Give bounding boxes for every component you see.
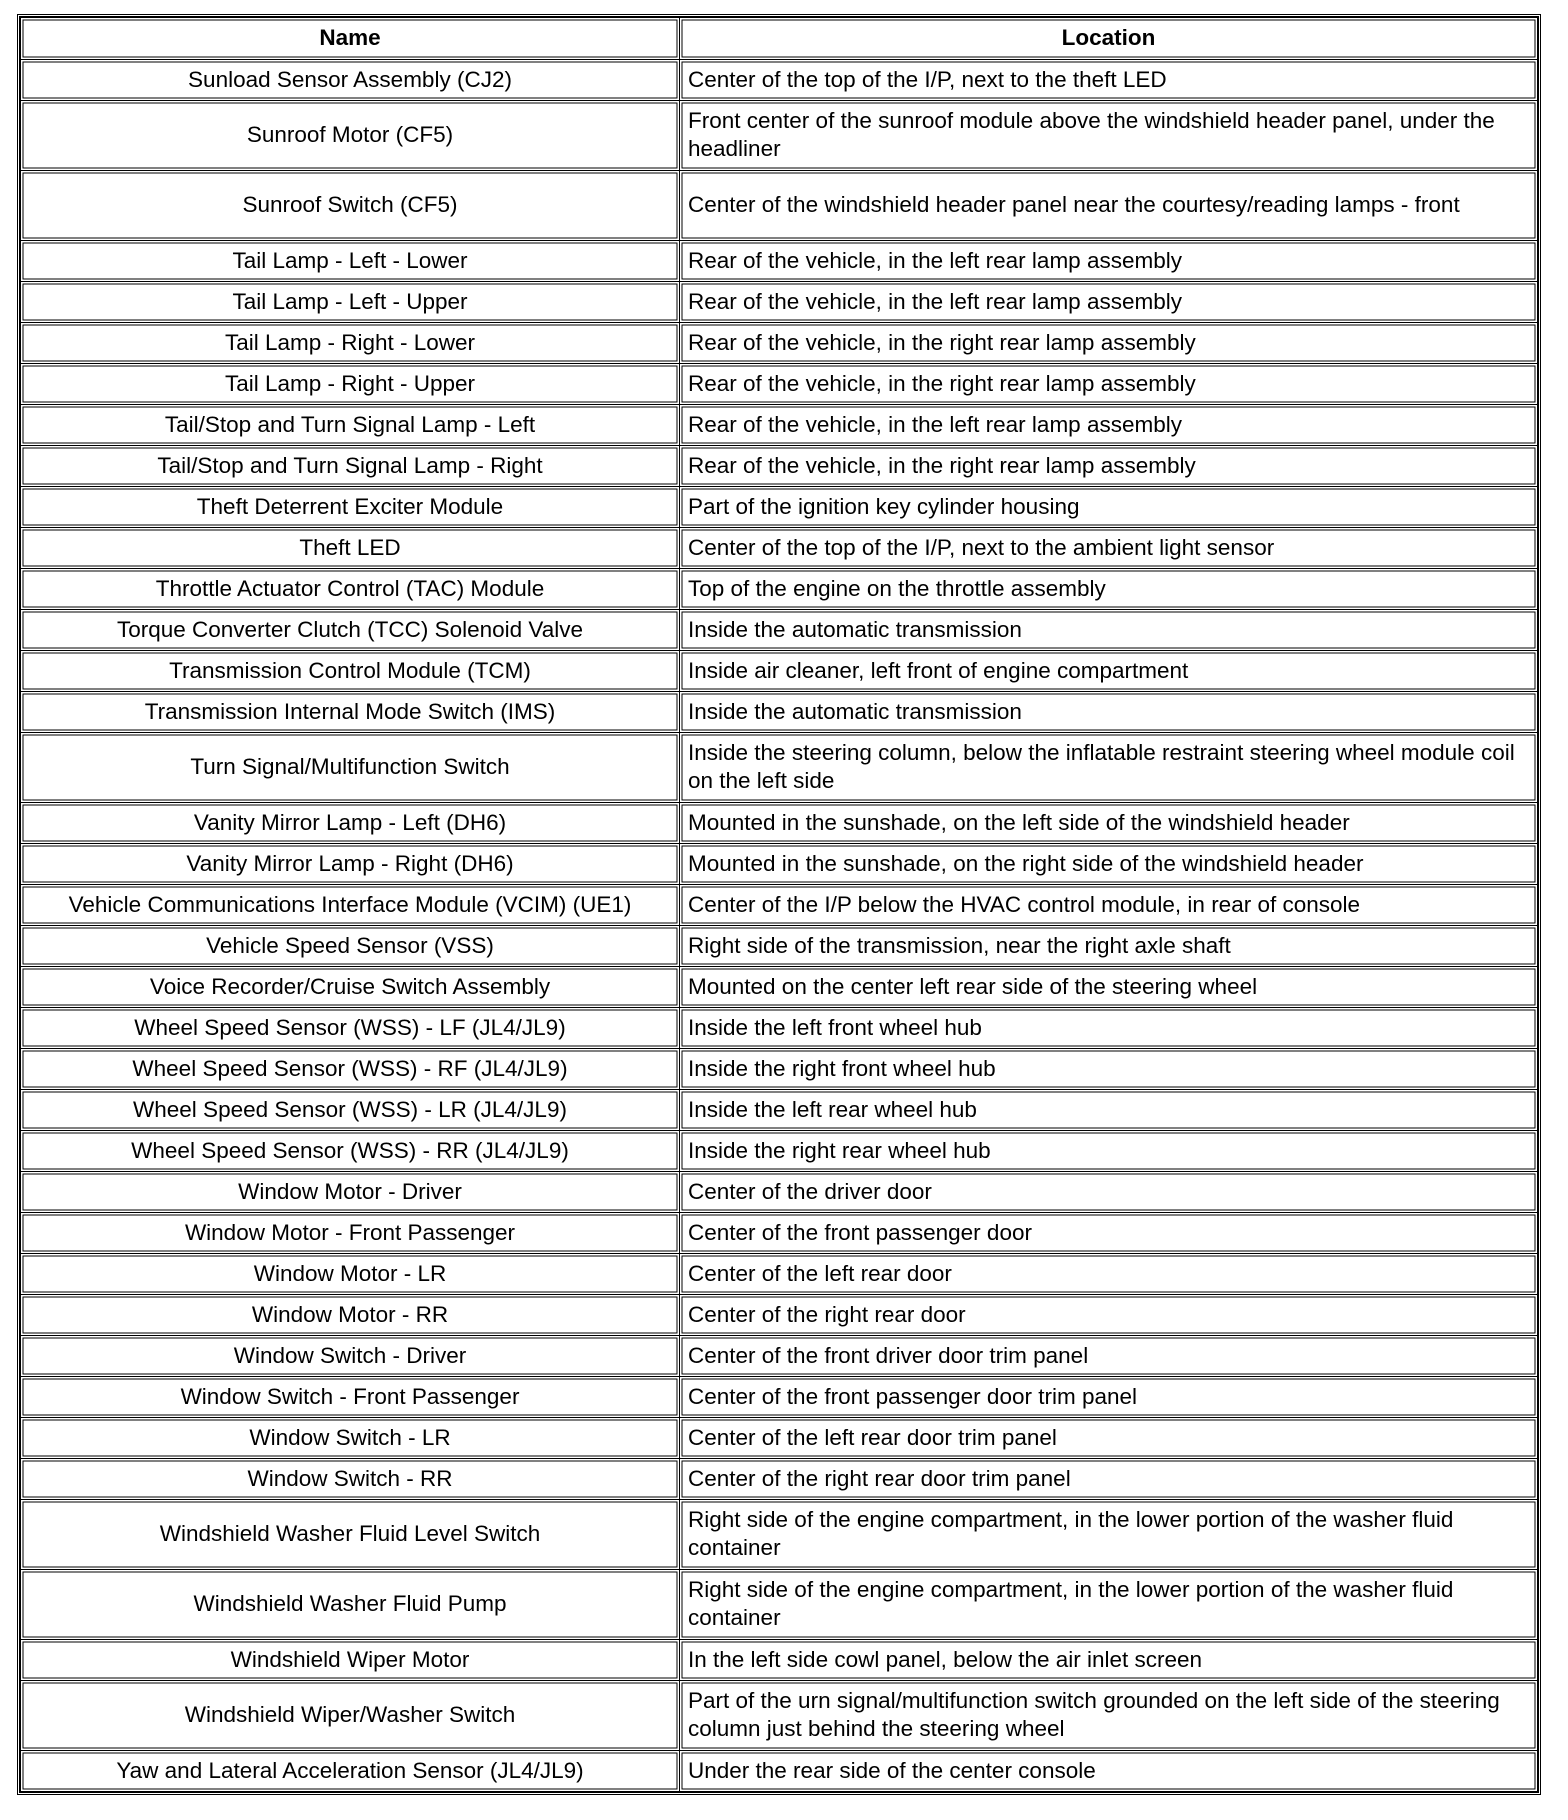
component-location-cell: In the left side cowl panel, below the air inlet screen	[680, 1640, 1537, 1681]
component-location-cell: Right side of the engine compartment, in the lower portion of the washer fluid container	[680, 1570, 1537, 1640]
header-location: Location	[680, 18, 1537, 60]
component-location-cell: Center of the top of the I/P, next to the theft LED	[680, 60, 1537, 101]
table-row	[21, 569, 1537, 610]
component-location-cell: Inside the left front wheel hub	[680, 1008, 1537, 1049]
component-location-cell: Part of the urn signal/multifunction switch grounded on the left side of the steering column just behind the steering wheel	[680, 1681, 1537, 1751]
component-location-cell: Right side of the transmission, near the right axle shaft	[680, 926, 1537, 967]
component-location-cell: Rear of the vehicle, in the left rear lamp assembly	[680, 405, 1537, 446]
component-location-cell: Center of the front passenger door	[680, 1213, 1537, 1254]
component-location-cell: Inside the automatic transmission	[680, 692, 1537, 733]
component-name-cell: Window Switch - RR	[21, 1459, 680, 1500]
table-row	[21, 1008, 1537, 1049]
component-name-cell: Vehicle Speed Sensor (VSS)	[21, 926, 680, 967]
table-header-row	[21, 18, 1537, 60]
component-name-cell: Sunroof Motor (CF5)	[21, 101, 680, 171]
component-name-cell: Theft LED	[21, 528, 680, 569]
component-name-cell: Windshield Wiper Motor	[21, 1640, 680, 1681]
component-location-cell: Inside the right front wheel hub	[680, 1049, 1537, 1090]
table-row	[21, 1049, 1537, 1090]
component-name-cell: Windshield Washer Fluid Level Switch	[21, 1500, 680, 1570]
table-row	[21, 60, 1537, 101]
component-location-table	[19, 16, 1539, 1793]
table-row	[21, 733, 1537, 803]
table-row	[21, 528, 1537, 569]
component-location-cell: Center of the left rear door	[680, 1254, 1537, 1295]
component-name-cell: Window Switch - LR	[21, 1418, 680, 1459]
component-name-cell: Throttle Actuator Control (TAC) Module	[21, 569, 680, 610]
component-location-cell: Top of the engine on the throttle assembly	[680, 569, 1537, 610]
component-location-cell: Center of the right rear door trim panel	[680, 1459, 1537, 1500]
table-row	[21, 803, 1537, 844]
component-name-cell: Window Motor - Driver	[21, 1172, 680, 1213]
table-row	[21, 692, 1537, 733]
component-location-cell: Center of the top of the I/P, next to the ambient light sensor	[680, 528, 1537, 569]
table-row	[21, 1570, 1537, 1640]
component-location-cell: Center of the front passenger door trim panel	[680, 1377, 1537, 1418]
component-location-cell: Rear of the vehicle, in the right rear lamp assembly	[680, 323, 1537, 364]
component-name-cell: Windshield Washer Fluid Pump	[21, 1570, 680, 1640]
table-row	[21, 1131, 1537, 1172]
component-location-cell: Inside the left rear wheel hub	[680, 1090, 1537, 1131]
table-row	[21, 1213, 1537, 1254]
component-location-cell: Center of the I/P below the HVAC control module, in rear of console	[680, 885, 1537, 926]
table-row	[21, 487, 1537, 528]
table-row	[21, 1254, 1537, 1295]
component-location-cell: Center of the front driver door trim panel	[680, 1336, 1537, 1377]
component-name-cell: Transmission Control Module (TCM)	[21, 651, 680, 692]
table-row	[21, 282, 1537, 323]
component-location-cell: Center of the driver door	[680, 1172, 1537, 1213]
component-location-cell: Rear of the vehicle, in the right rear lamp assembly	[680, 446, 1537, 487]
component-name-cell: Tail Lamp - Left - Upper	[21, 282, 680, 323]
table-row	[21, 1681, 1537, 1751]
table-row	[21, 405, 1537, 446]
table-row	[21, 1459, 1537, 1500]
component-location-cell: Inside the right rear wheel hub	[680, 1131, 1537, 1172]
component-name-cell: Transmission Internal Mode Switch (IMS)	[21, 692, 680, 733]
header-name: Name	[21, 18, 680, 60]
component-location-cell: Mounted in the sunshade, on the left side of the windshield header	[680, 803, 1537, 844]
component-name-cell: Tail/Stop and Turn Signal Lamp - Left	[21, 405, 680, 446]
component-location-cell: Center of the left rear door trim panel	[680, 1418, 1537, 1459]
component-name-cell: Tail/Stop and Turn Signal Lamp - Right	[21, 446, 680, 487]
component-name-cell: Vanity Mirror Lamp - Left (DH6)	[21, 803, 680, 844]
component-location-cell: Rear of the vehicle, in the left rear lamp assembly	[680, 241, 1537, 282]
component-location-cell: Right side of the engine compartment, in the lower portion of the washer fluid container	[680, 1500, 1537, 1570]
component-name-cell: Tail Lamp - Right - Upper	[21, 364, 680, 405]
table-row	[21, 364, 1537, 405]
component-name-cell: Wheel Speed Sensor (WSS) - LR (JL4/JL9)	[21, 1090, 680, 1131]
component-location-cell: Inside air cleaner, left front of engine compartment	[680, 651, 1537, 692]
table-row	[21, 1418, 1537, 1459]
component-name-cell: Window Motor - RR	[21, 1295, 680, 1336]
table-row	[21, 1377, 1537, 1418]
component-name-cell: Vehicle Communications Interface Module (VCIM) (UE1)	[21, 885, 680, 926]
component-name-cell: Wheel Speed Sensor (WSS) - LF (JL4/JL9)	[21, 1008, 680, 1049]
component-name-cell: Window Motor - Front Passenger	[21, 1213, 680, 1254]
component-location-cell: Under the rear side of the center console	[680, 1751, 1537, 1791]
table-row	[21, 241, 1537, 282]
component-name-cell: Yaw and Lateral Acceleration Sensor (JL4/JL9)	[21, 1751, 680, 1791]
component-name-cell: Torque Converter Clutch (TCC) Solenoid Valve	[21, 610, 680, 651]
component-location-cell: Rear of the vehicle, in the left rear lamp assembly	[680, 282, 1537, 323]
component-name-cell: Turn Signal/Multifunction Switch	[21, 733, 680, 803]
table-row	[21, 1172, 1537, 1213]
component-name-cell: Tail Lamp - Left - Lower	[21, 241, 680, 282]
component-location-cell: Part of the ignition key cylinder housing	[680, 487, 1537, 528]
table-row	[21, 885, 1537, 926]
table-row	[21, 926, 1537, 967]
component-name-cell: Window Motor - LR	[21, 1254, 680, 1295]
component-name-cell: Theft Deterrent Exciter Module	[21, 487, 680, 528]
component-name-cell: Voice Recorder/Cruise Switch Assembly	[21, 967, 680, 1008]
component-name-cell: Vanity Mirror Lamp - Right (DH6)	[21, 844, 680, 885]
component-location-cell: Mounted on the center left rear side of the steering wheel	[680, 967, 1537, 1008]
component-name-cell: Window Switch - Front Passenger	[21, 1377, 680, 1418]
component-name-cell: Wheel Speed Sensor (WSS) - RF (JL4/JL9)	[21, 1049, 680, 1090]
component-name-cell: Window Switch - Driver	[21, 1336, 680, 1377]
table-row	[21, 171, 1537, 241]
component-location-cell: Inside the steering column, below the inflatable restraint steering wheel module coil on the left side	[680, 733, 1537, 803]
component-name-cell: Wheel Speed Sensor (WSS) - RR (JL4/JL9)	[21, 1131, 680, 1172]
component-location-cell: Mounted in the sunshade, on the right side of the windshield header	[680, 844, 1537, 885]
table-row	[21, 1090, 1537, 1131]
component-name-cell: Tail Lamp - Right - Lower	[21, 323, 680, 364]
component-location-cell: Front center of the sunroof module above the windshield header panel, under the headliner	[680, 101, 1537, 171]
table-row	[21, 1640, 1537, 1681]
component-location-cell: Center of the windshield header panel near the courtesy/reading lamps - front	[680, 171, 1537, 241]
component-location-cell: Center of the right rear door	[680, 1295, 1537, 1336]
table-row	[21, 844, 1537, 885]
component-location-cell: Rear of the vehicle, in the right rear lamp assembly	[680, 364, 1537, 405]
component-name-cell: Windshield Wiper/Washer Switch	[21, 1681, 680, 1751]
component-location-cell: Inside the automatic transmission	[680, 610, 1537, 651]
table-row	[21, 651, 1537, 692]
table-row	[21, 1500, 1537, 1570]
table-row	[21, 1336, 1537, 1377]
table-row	[21, 446, 1537, 487]
component-location-table-wrapper	[19, 16, 1535, 1793]
table-row	[21, 323, 1537, 364]
table-body	[21, 60, 1537, 1791]
table-row	[21, 101, 1537, 171]
table-row	[21, 1751, 1537, 1791]
component-name-cell: Sunload Sensor Assembly (CJ2)	[21, 60, 680, 101]
component-name-cell: Sunroof Switch (CF5)	[21, 171, 680, 241]
table-row	[21, 967, 1537, 1008]
table-row	[21, 610, 1537, 651]
table-row	[21, 1295, 1537, 1336]
